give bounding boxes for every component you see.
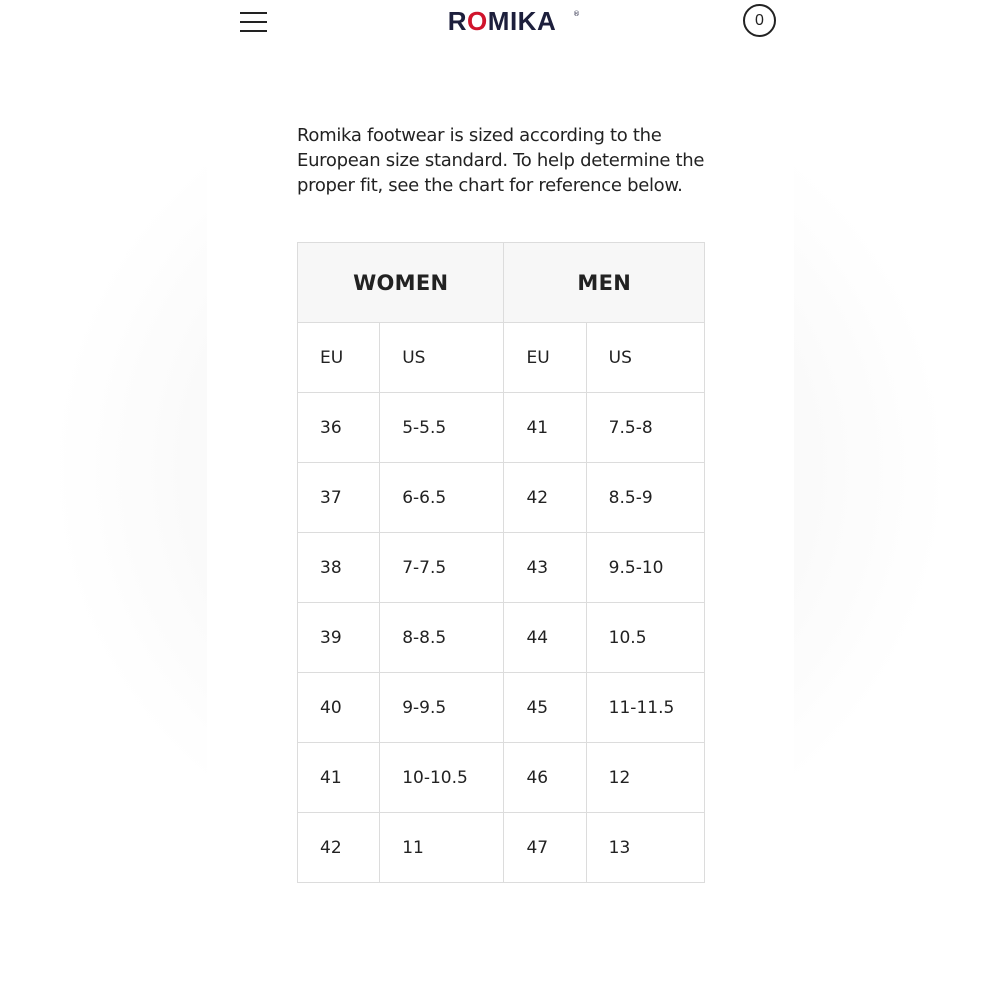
romika-logo[interactable]	[422, 4, 582, 38]
table-row	[298, 673, 705, 743]
men-eu-size: 41	[504, 393, 586, 463]
registered-mark: ®	[573, 10, 580, 18]
women-us-size: 6-6.5	[380, 463, 504, 533]
size-intro-text: Romika footwear is sized according to the European size standard. To help determine the proper fit, see the chart for reference below.	[297, 125, 705, 196]
mobile-page	[207, 0, 794, 1000]
group-header-men: MEN	[504, 243, 705, 323]
men-eu-size: 44	[504, 603, 586, 673]
men-us-size: 10.5	[586, 603, 704, 673]
men-us-size: 8.5-9	[586, 463, 704, 533]
women-us-size: 10-10.5	[380, 743, 504, 813]
logo-letters: MIKA	[487, 6, 557, 36]
women-us-size: 11	[380, 813, 504, 883]
table-row	[298, 743, 705, 813]
group-header-women: WOMEN	[298, 243, 504, 323]
column-header-men-eu: EU	[504, 323, 586, 393]
men-eu-size: 43	[504, 533, 586, 603]
table-row	[298, 463, 705, 533]
menu-bar	[240, 12, 267, 14]
men-us-size: 9.5-10	[586, 533, 704, 603]
column-header-women-eu: EU	[298, 323, 380, 393]
men-us-size: 13	[586, 813, 704, 883]
size-chart-table	[297, 242, 705, 883]
men-eu-size: 46	[504, 743, 586, 813]
table-row	[298, 533, 705, 603]
men-eu-size: 47	[504, 813, 586, 883]
size-chart-column-header	[298, 323, 705, 393]
column-header-men-us: US	[586, 323, 704, 393]
logo-letter: R	[447, 6, 468, 36]
size-chart-group-header	[298, 243, 705, 323]
logo-wordmark	[422, 4, 582, 38]
hamburger-menu-icon[interactable]	[240, 10, 268, 34]
men-us-size: 7.5-8	[586, 393, 704, 463]
women-eu-size: 36	[298, 393, 380, 463]
table-row	[298, 393, 705, 463]
women-us-size: 7-7.5	[380, 533, 504, 603]
women-eu-size: 40	[298, 673, 380, 743]
women-eu-size: 41	[298, 743, 380, 813]
women-us-size: 5-5.5	[380, 393, 504, 463]
men-eu-size: 45	[504, 673, 586, 743]
women-us-size: 8-8.5	[380, 603, 504, 673]
cart-count-button[interactable]: 0	[743, 4, 776, 37]
menu-bar	[240, 21, 267, 23]
menu-bar	[240, 30, 267, 32]
women-eu-size: 39	[298, 603, 380, 673]
women-eu-size: 38	[298, 533, 380, 603]
column-header-women-us: US	[380, 323, 504, 393]
women-us-size: 9-9.5	[380, 673, 504, 743]
table-row	[298, 603, 705, 673]
men-us-size: 11-11.5	[586, 673, 704, 743]
table-row	[298, 813, 705, 883]
men-eu-size: 42	[504, 463, 586, 533]
logo-letter-accent: O	[467, 6, 488, 36]
women-eu-size: 42	[298, 813, 380, 883]
women-eu-size: 37	[298, 463, 380, 533]
men-us-size: 12	[586, 743, 704, 813]
